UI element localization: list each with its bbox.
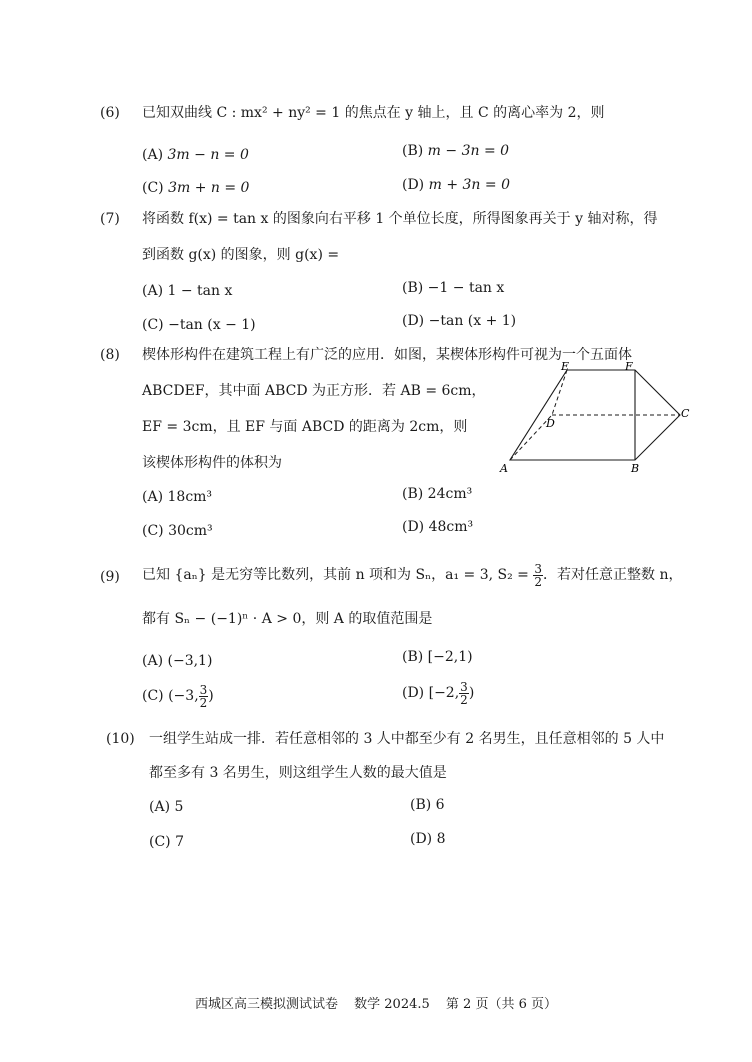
label-f: F <box>625 360 633 373</box>
q8-option-d <box>402 518 473 536</box>
q8-option-a <box>142 488 212 506</box>
q8-number: (8) <box>100 347 120 363</box>
q9-stem-text-b: ．若对任意正整数 n， <box>543 567 683 583</box>
option-label: (C) <box>142 688 164 704</box>
option-label: (B) <box>402 280 424 296</box>
q9-option-d <box>402 677 474 709</box>
q6-number: (6) <box>100 105 120 121</box>
option-label: (A) <box>149 799 171 815</box>
wedge-figure <box>495 360 695 480</box>
footer-page-number: 第 2 页（共 6 页） <box>445 997 557 1012</box>
q9-option-b <box>402 648 473 666</box>
option-label: (D) <box>402 685 425 701</box>
q9-s2-fraction <box>533 563 543 588</box>
option-text: m − 3n = 0 <box>427 143 510 159</box>
option-label: (B) <box>402 649 424 665</box>
option-text-a: [−2, <box>428 685 460 701</box>
q6-option-a <box>142 146 249 164</box>
q8-option-b <box>402 485 472 503</box>
option-text-a: (−3, <box>168 688 199 704</box>
q7-stem-line2: 到函数 g(x) 的图象，则 g(x) = <box>142 247 340 263</box>
option-text: 3m − n = 0 <box>167 147 249 163</box>
option-label: (D) <box>402 519 425 535</box>
q7-option-c <box>142 316 256 334</box>
option-text-b: ) <box>208 688 214 704</box>
q9-number: (9) <box>100 569 120 585</box>
page-footer <box>0 993 752 1012</box>
option-label: (C) <box>142 523 164 539</box>
option-text-b: ) <box>468 685 475 701</box>
q9-stem-text-a: 已知 {aₙ} 是无穷等比数列，其前 n 项和为 Sₙ，a₁ = 3, S₂ = <box>142 567 529 583</box>
option-text: 30cm³ <box>168 523 213 539</box>
q9-stem-line1 <box>142 560 682 590</box>
q8-stem-line3: EF = 3cm，且 EF 与面 ABCD 的距离为 2cm，则 <box>142 419 468 435</box>
q10-option-d <box>410 830 446 848</box>
q6-stem: 已知双曲线 C : mx² + ny² = 1 的焦点在 y 轴上，且 C 的离心率为 2，则 <box>142 105 605 121</box>
option-label: (D) <box>402 313 425 329</box>
q6-option-d <box>402 176 510 194</box>
footer-subject: 数学 2024.5 <box>354 997 430 1012</box>
option-fraction <box>199 684 209 709</box>
q6-option-c <box>142 179 249 197</box>
q10-option-b <box>410 796 445 814</box>
option-text: m + 3n = 0 <box>428 177 510 193</box>
q9-option-a <box>142 652 212 670</box>
option-text: [−2,1) <box>427 649 473 665</box>
footer-exam-title: 西城区高三模拟测试试卷 <box>195 997 339 1012</box>
option-label: (A) <box>142 489 164 505</box>
q9-stem-line2: 都有 Sₙ − (−1)ⁿ · A > 0，则 A 的取值范围是 <box>142 611 433 627</box>
option-label: (A) <box>142 283 164 299</box>
option-text: (−3,1) <box>167 653 213 669</box>
fraction-numerator: 3 <box>534 561 543 576</box>
label-a: A <box>500 462 508 475</box>
option-text: 7 <box>175 834 185 850</box>
q7-number: (7) <box>100 211 120 227</box>
edge-ed <box>552 370 567 415</box>
q8-stem-line1: 楔体形构件在建筑工程上有广泛的应用．如图，某楔体形构件可视为一个五面体 <box>142 347 632 363</box>
option-text: 3m + n = 0 <box>168 180 250 196</box>
label-d: D <box>546 417 555 430</box>
option-text: 48cm³ <box>428 519 474 535</box>
option-label: (A) <box>142 653 164 669</box>
option-text: 18cm³ <box>167 489 213 505</box>
option-text: −tan (x + 1) <box>428 313 517 329</box>
option-label: (D) <box>402 177 425 193</box>
q7-stem-line1: 将函数 f(x) = tan x 的图象向右平移 1 个单位长度，所得图象再关于 y 轴对称，得 <box>142 211 658 227</box>
q7-option-a <box>142 282 232 300</box>
option-label: (B) <box>402 143 424 159</box>
option-fraction <box>459 681 469 706</box>
fraction-denominator: 2 <box>199 695 208 710</box>
option-text: 8 <box>436 831 446 847</box>
option-label: (B) <box>402 486 424 502</box>
option-label: (B) <box>410 797 432 813</box>
q10-option-a <box>149 798 183 816</box>
q10-stem-line1: 一组学生站成一排．若任意相邻的 3 人中都至少有 2 名男生，且任意相邻的 5 人中 <box>149 731 665 747</box>
option-text: −tan (x − 1) <box>168 317 256 333</box>
q7-option-b <box>402 279 504 297</box>
label-e: E <box>561 360 570 373</box>
fraction-numerator: 3 <box>199 682 208 697</box>
q6-option-b <box>402 142 509 160</box>
option-label: (C) <box>142 317 164 333</box>
q10-stem-line2: 都至多有 3 名男生，则这组学生人数的最大值是 <box>149 765 447 781</box>
label-b: B <box>631 462 640 475</box>
option-label: (C) <box>142 180 164 196</box>
fraction-numerator: 3 <box>460 679 468 694</box>
q8-stem-line4: 该楔体形构件的体积为 <box>142 455 282 471</box>
fraction-denominator: 2 <box>534 574 543 589</box>
option-label: (A) <box>142 147 164 163</box>
q9-option-c <box>142 680 214 712</box>
q8-option-c <box>142 522 213 540</box>
label-c: C <box>681 407 690 420</box>
option-text: 1 − tan x <box>167 283 233 299</box>
option-text: −1 − tan x <box>427 280 505 296</box>
q7-option-d <box>402 312 516 330</box>
option-label: (D) <box>410 831 433 847</box>
option-label: (C) <box>149 834 171 850</box>
q10-number: (10) <box>106 731 135 747</box>
q10-option-c <box>149 833 184 851</box>
q8-stem-line2: ABCDEF，其中面 ABCD 为正方形．若 AB = 6cm， <box>142 383 486 399</box>
option-text: 6 <box>435 797 445 813</box>
option-text: 24cm³ <box>427 486 473 502</box>
fraction-denominator: 2 <box>460 692 468 707</box>
option-text: 5 <box>174 799 184 815</box>
